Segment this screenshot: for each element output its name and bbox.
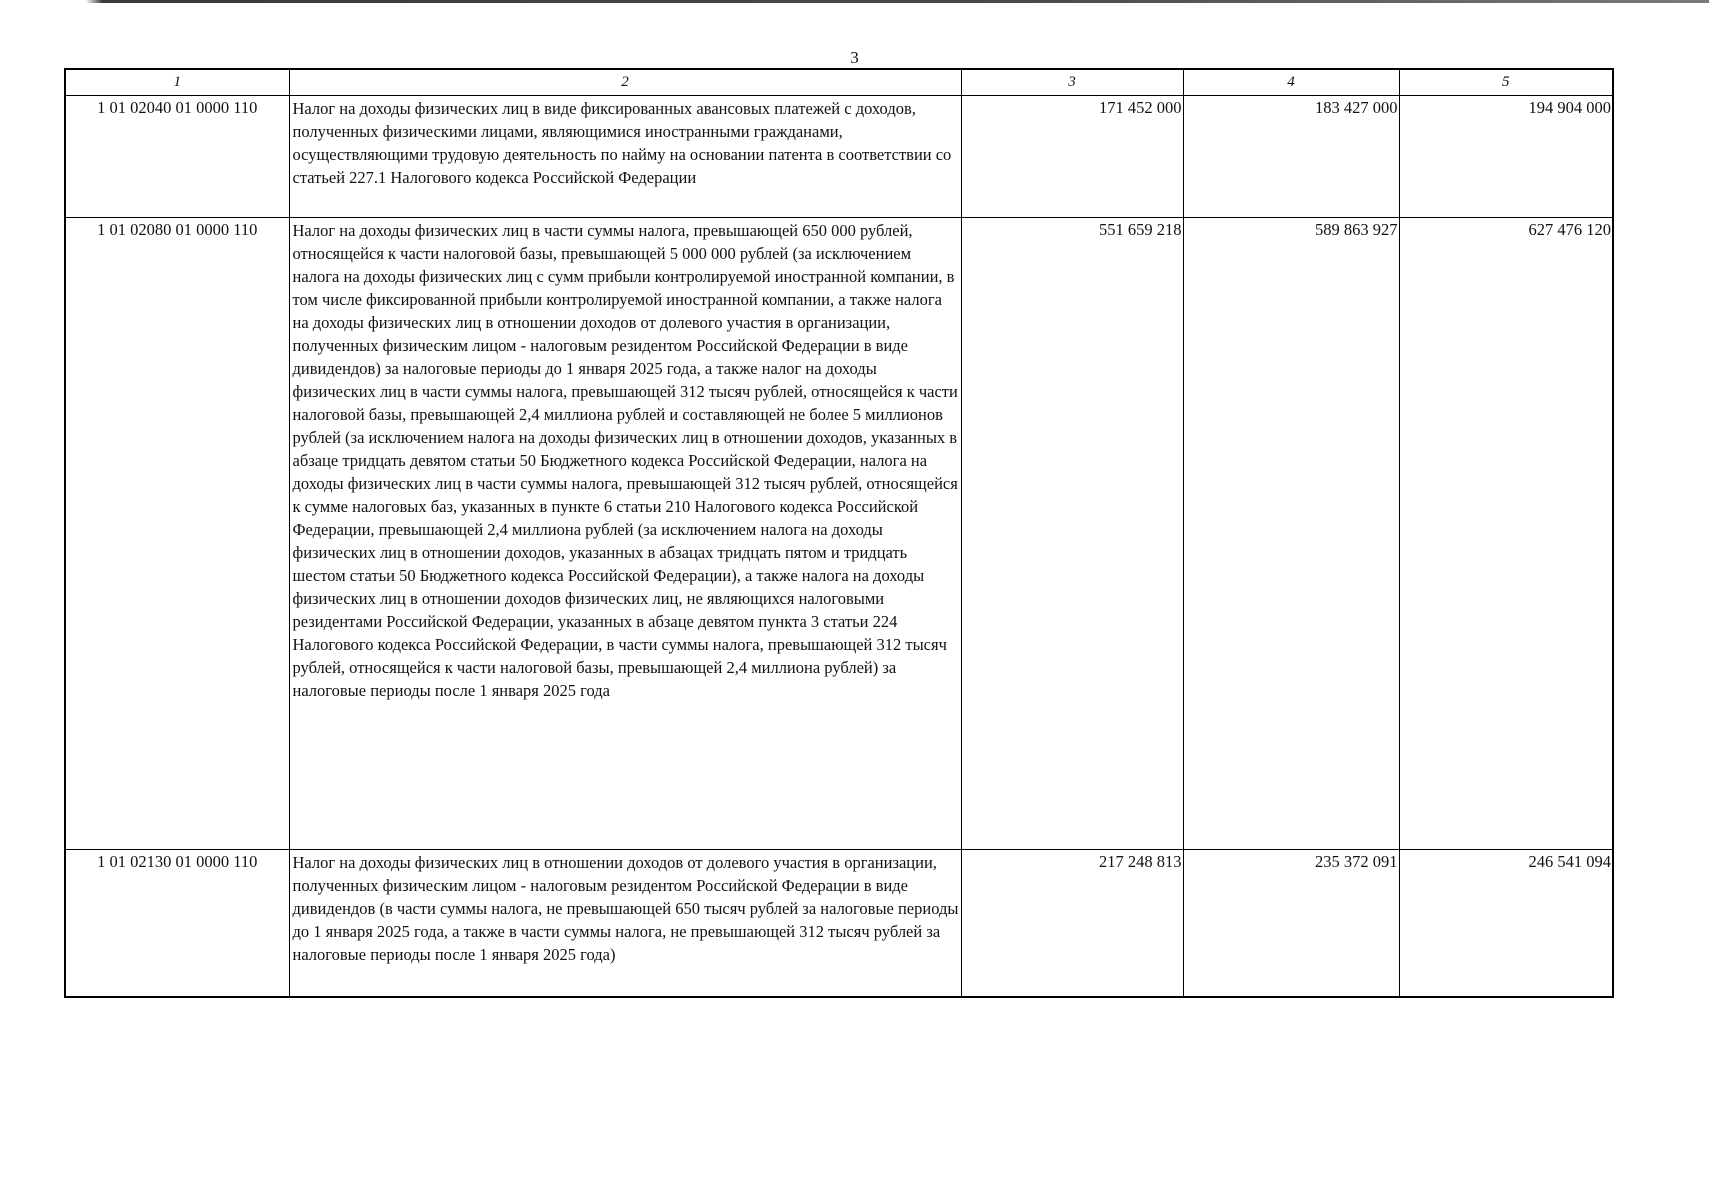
table-row	[65, 96, 1613, 218]
amount-col-4: 235 372 091	[1183, 850, 1399, 998]
amount-col-5: 627 476 120	[1399, 218, 1613, 850]
amount-col-3: 551 659 218	[961, 218, 1183, 850]
header-col-2: 2	[289, 69, 961, 96]
income-description: Налог на доходы физических лиц в отношении доходов от долевого участия в организации, полученных физическим лицом - налоговым резидентом Российской Федерации в виде дивидендов (в части суммы налога, не превышающей 650 тысяч рублей за налоговые периоды до 1 января 2025 года, а также в части суммы налога, не превышающей 312 тысяч рублей за налоговые периоды после 1 января 2025 года)	[289, 850, 961, 998]
scan-edge	[0, 0, 1709, 3]
header-row	[65, 69, 1613, 96]
income-description: Налог на доходы физических лиц в виде фиксированных авансовых платежей с доходов, полученных физическими лицами, являющимися иностранными гражданами, осуществляющими трудовую деятельность по найму на основании патента в соответствии со статьей 227.1 Налогового кодекса Российской Федерации	[289, 96, 961, 218]
page-number: 3	[850, 48, 859, 67]
amount-col-5: 246 541 094	[1399, 850, 1613, 998]
budget-table	[64, 68, 1614, 998]
amount-col-5: 194 904 000	[1399, 96, 1613, 218]
amount-col-4: 589 863 927	[1183, 218, 1399, 850]
amount-col-4: 183 427 000	[1183, 96, 1399, 218]
header-col-1: 1	[65, 69, 289, 96]
table-row	[65, 218, 1613, 850]
amount-col-3: 217 248 813	[961, 850, 1183, 998]
header-col-4: 4	[1183, 69, 1399, 96]
header-col-3: 3	[961, 69, 1183, 96]
income-description: Налог на доходы физических лиц в части суммы налога, превышающей 650 000 рублей, относящейся к части налоговой базы, превышающей 5 000 000 рублей (за исключением налога на доходы физических лиц с сумм прибыли контролируемой иностранной компании, в том числе фиксированной прибыли контролируемой иностранной компании, а также налога на доходы физических лиц в отношении доходов от долевого участия в организации, полученных физическим лицом - налоговым резидентом Российской Федерации в виде дивидендов) за налоговые периоды до 1 января 2025 года, а также налог на доходы физических лиц в части суммы налога, превышающей 312 тысяч рублей, относящейся к части налоговой базы, превышающей 2,4 миллиона рублей и составляющей не более 5 миллионов рублей (за исключением налога на доходы физических лиц в отношении доходов, указанных в абзаце тридцать девятом статьи 50 Бюджетного кодекса Российской Федерации, налога на доходы физических лиц в части суммы налога, превышающей 312 тысяч рублей, относящейся к сумме налоговых баз, указанных в пункте 6 статьи 210 Налогового кодекса Российской Федерации, превышающей 2,4 миллиона рублей (за исключением налога на доходы физических лиц в отношении доходов, указанных в абзацах тридцать пятом и тридцать шестом статьи 50 Бюджетного кодекса Российской Федерации), а также налога на доходы физических лиц в отношении доходов физических лиц, не являющихся налоговыми резидентами Российской Федерации, указанных в абзаце девятом пункта 3 статьи 224 Налогового кодекса Российской Федерации, в части суммы налога, превышающей 312 тысяч рублей, относящейся к части налоговой базы, превышающей 2,4 миллиона рублей) за налоговые периоды после 1 января 2025 года	[289, 218, 961, 850]
header-col-5: 5	[1399, 69, 1613, 96]
classification-code: 1 01 02080 01 0000 110	[65, 218, 289, 850]
classification-code: 1 01 02040 01 0000 110	[65, 96, 289, 218]
classification-code: 1 01 02130 01 0000 110	[65, 850, 289, 998]
table-row	[65, 850, 1613, 998]
amount-col-3: 171 452 000	[961, 96, 1183, 218]
